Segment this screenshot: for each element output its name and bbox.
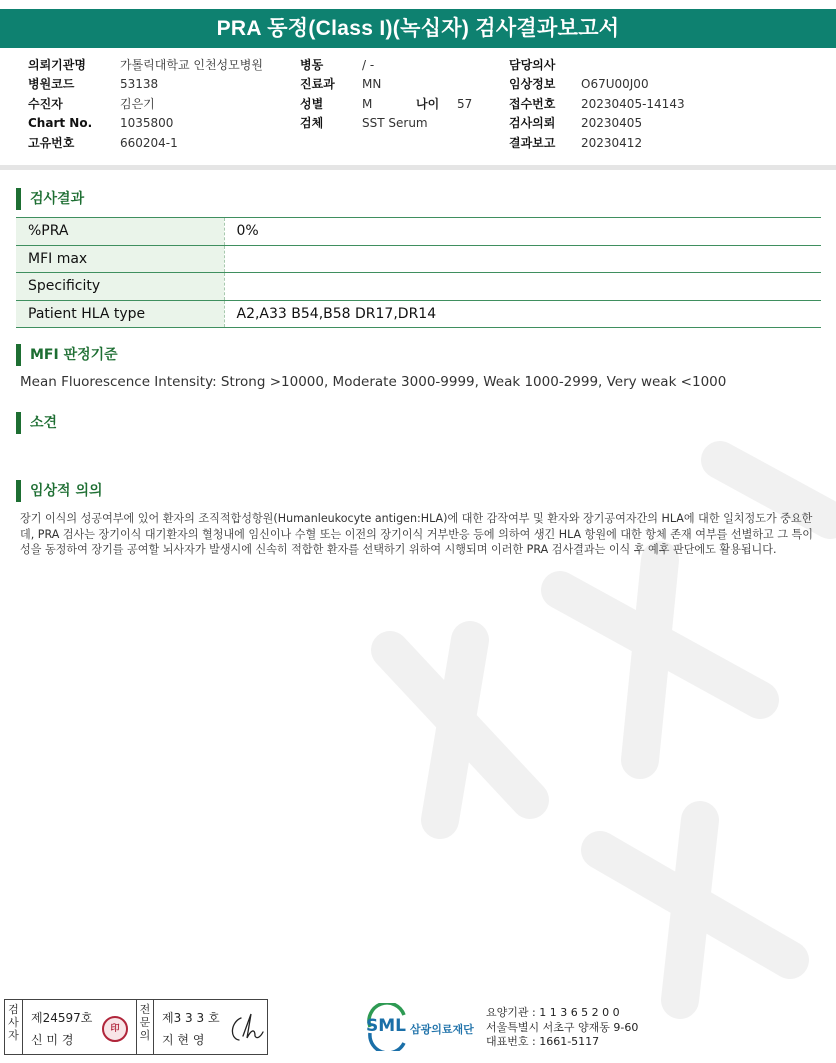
info-label: 임상정보 — [509, 77, 556, 92]
examiner-label: 검사자 — [5, 1000, 23, 1054]
section-title-criteria: MFI 판정기준 — [16, 344, 118, 366]
table-row — [16, 300, 821, 328]
handwritten-signature-icon — [227, 1008, 265, 1046]
section-title-clinical: 임상적 의의 — [16, 480, 103, 502]
info-row — [300, 56, 428, 75]
info-value: / - — [362, 58, 375, 72]
examiner-name: 신 미 경 — [31, 1033, 74, 1047]
info-label: 검체 — [300, 116, 324, 131]
specialist-name: 지 현 영 — [162, 1033, 205, 1047]
info-value: MN — [362, 77, 382, 92]
info-value: 가톨릭대학교 인천성모병원 — [120, 58, 263, 72]
seal-stamp-icon: 印 — [102, 1016, 128, 1042]
results-table — [16, 217, 821, 328]
info-label: 진료과 — [300, 77, 335, 92]
info-row — [509, 75, 685, 94]
result-key: Specificity — [16, 273, 224, 301]
info-value: 53138 — [120, 77, 159, 92]
section-title-opinion: 소견 — [16, 412, 57, 434]
info-value: 20230412 — [581, 135, 643, 150]
table-row — [16, 273, 821, 301]
organization-address — [486, 1006, 638, 1050]
info-label: 병원코드 — [28, 77, 75, 92]
age-value: 57 — [457, 97, 473, 111]
info-row — [28, 56, 263, 75]
phone-number: 대표번호 : 1661-5117 — [486, 1035, 600, 1048]
info-row — [28, 75, 263, 94]
info-value: 김은기 — [120, 96, 155, 111]
info-value: 20230405 — [581, 116, 643, 131]
section-title-results: 검사결과 — [16, 188, 84, 210]
info-column-middle — [300, 56, 428, 134]
specialist-label: 전문의 — [136, 1000, 154, 1054]
institution-code: 요양기관 : 1 1 3 6 5 2 0 0 — [486, 1006, 620, 1019]
result-value — [224, 245, 821, 273]
info-row — [28, 134, 263, 153]
info-column-right — [509, 56, 685, 153]
examiner-license-no: 제24597호 — [31, 1011, 93, 1025]
info-value: 1035800 — [120, 116, 174, 131]
info-row — [509, 56, 685, 75]
logo-text: SML — [366, 1016, 406, 1036]
result-key: MFI max — [16, 245, 224, 273]
result-value: 0% — [224, 218, 821, 246]
info-row — [28, 95, 263, 114]
info-label: 고유번호 — [28, 135, 75, 150]
clinical-text: 장기 이식의 성공여부에 있어 환자의 조직적합성항원(Humanleukocyte antigen:HLA)에 대한 감작여부 및 환자와 장기공여자간의 HLA에 대한 일치정도가 중요한데, PRA 검사는 장기이식 대기환자의 혈청내에 임신이나 수혈 또는 이전의 장기이식 거부반응 등에 의하여 생긴 HLA 항원에 대한 항체 존재 여부를 선별하고 그 특이성을 동정하여 장기를 공여할 뇌사자가 발생시에 신속히 적합한 환자를 선택하기 위하여 시행되며 이러한 PRA 검사결과는 이식 후 예후 판단에도 활용됩니다. — [20, 512, 813, 556]
result-key: %PRA — [16, 218, 224, 246]
info-label: 검사의뢰 — [509, 116, 556, 131]
info-label: 담당의사 — [509, 58, 556, 72]
info-label: 의뢰기관명 — [28, 58, 86, 72]
info-value: SST Serum — [362, 116, 428, 131]
address-line: 서울특별시 서초구 양재동 9-60 — [486, 1020, 639, 1034]
table-row — [16, 245, 821, 273]
info-label: 결과보고 — [509, 135, 556, 150]
criteria-text: Mean Fluorescence Intensity: Strong >10000, Moderate 3000-9999, Weak 1000-2999, Very weak <1000 — [20, 374, 727, 390]
info-row — [509, 95, 685, 114]
info-label: 접수번호 — [509, 96, 556, 111]
info-label: Chart No. — [28, 116, 93, 131]
info-row — [300, 114, 428, 133]
header-divider — [0, 165, 836, 170]
info-value: M — [362, 96, 373, 111]
info-row — [509, 114, 685, 133]
info-row — [509, 134, 685, 153]
signature-box — [4, 999, 268, 1055]
report-title: PRA 동정(Class I)(녹십자) 검사결과보고서 — [0, 9, 836, 48]
organization-name: 삼광의료재단 — [410, 1023, 474, 1036]
info-label: 수진자 — [28, 96, 63, 111]
info-value: 20230405-14143 — [581, 96, 685, 111]
info-value: 660204-1 — [120, 135, 178, 150]
info-label: 성별 — [300, 96, 324, 111]
info-column-left — [28, 56, 263, 153]
info-label: 병동 — [300, 58, 324, 72]
age-label: 나이 — [416, 97, 440, 111]
table-row — [16, 218, 821, 246]
info-value: O67U00J00 — [581, 77, 649, 92]
info-row — [300, 75, 428, 94]
result-value: A2,A33 B54,B58 DR17,DR14 — [224, 300, 821, 328]
result-value — [224, 273, 821, 301]
specialist-license-no: 제3 3 3 호 — [162, 1011, 220, 1025]
info-row — [28, 114, 263, 133]
result-key: Patient HLA type — [16, 300, 224, 328]
info-row — [300, 95, 428, 114]
report-footer — [4, 999, 832, 1059]
